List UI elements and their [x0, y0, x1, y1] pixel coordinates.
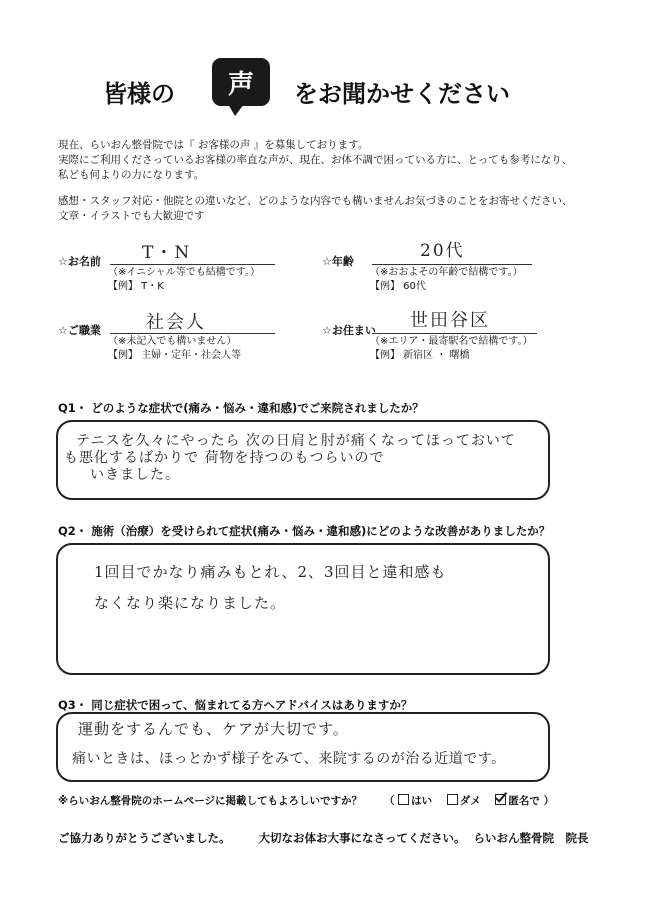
occupation-example: 【例】 主婦・定年・社会人等: [108, 350, 242, 361]
occupation-value: 社会人: [146, 312, 206, 333]
name-note: （※イニシャル等でも結構です。）: [108, 267, 260, 278]
consent-question: ※らいおん整骨院のホームページに掲載してもよろしいですか？: [58, 795, 362, 807]
age-underline: [372, 264, 532, 265]
speech-bubble-tail-icon: [228, 104, 244, 116]
intro-line-3: 私ども何よりの力になります。: [58, 169, 205, 181]
q1-answer-line-2: も悪化するばかりで 荷物を持つのもつらいので: [64, 450, 385, 466]
q3-answer-line-1: 運動をするんでも、ケアが大切です。: [78, 720, 349, 738]
intro-line-5: 文章・イラストでも大歓迎です: [58, 210, 205, 222]
q1-answer-line-1: テニスを久々にやったら 次の日肩と肘が痛くなってほっておいて: [76, 433, 516, 449]
q3-answer-line-2: 痛いときは、ほっとかず様子をみて、来院するのが治る近道です。: [72, 751, 506, 767]
residence-label: ☆お住まい: [322, 324, 376, 337]
occupation-underline: [110, 333, 275, 334]
voice-bubble-text: 声: [227, 69, 254, 100]
footer-wish: 大切なお体お大事になさってください。: [258, 831, 466, 845]
consent-yes-checkbox[interactable]: [398, 794, 409, 805]
occupation-label: ☆ご職業: [58, 324, 101, 337]
name-label: ☆お名前: [58, 255, 101, 268]
residence-value: 世田谷区: [410, 310, 490, 331]
name-example: 【例】 T・K: [108, 281, 164, 292]
intro-line-2: 実際にご利用くださっているお客様の率直な声が、現在、お体不調で困っている方に、とっても参考になり、: [58, 154, 573, 166]
consent-yes-label: はい: [411, 795, 433, 807]
age-label: ☆年齢: [322, 255, 354, 268]
intro-line-1: 現在、らいおん整骨院では『 お客様の声 』を募集しております。: [58, 139, 369, 151]
consent-options: [384, 793, 554, 808]
footer: [58, 830, 613, 846]
consent-no-label: ダメ: [459, 795, 481, 807]
q1-label: Q1・ どのような症状で(痛み・悩み・違和感)でご来院されましたか？: [58, 401, 424, 415]
consent-anonymous-checkbox[interactable]: [495, 794, 506, 805]
q2-label: Q2・ 施術（治療）を受けられて症状(痛み・悩み・違和感)にどのような改善がありましたか？: [58, 524, 551, 538]
age-note: （※おおよその年齢で結構です。）: [370, 267, 523, 278]
name-value: T・N: [142, 243, 192, 263]
consent-open-paren: （: [384, 795, 395, 807]
q2-answer-line-1: 1回目でかなり痛みもとれ、2、3回目と違和感も: [94, 563, 447, 581]
voice-bubble-badge: [212, 58, 270, 106]
intro-line-4: 感想・スタッフ対応・他院との違いなど、どのような内容でも構いませんお気づきのことをお寄せください、: [58, 195, 573, 207]
consent-anonymous-label: 匿名で: [508, 795, 540, 807]
name-underline: [110, 264, 275, 265]
footer-thanks: ご協力ありがとうございました。: [58, 831, 231, 845]
q1-answer-line-3: いきました。: [90, 467, 180, 483]
residence-underline: [372, 333, 537, 334]
residence-example: 【例】 新宿区 ・ 曙橋: [370, 350, 470, 361]
title-prefix: 皆様の: [103, 80, 175, 108]
consent-close-paren: ）: [543, 795, 555, 807]
occupation-note: （※未記入でも構いません）: [108, 336, 237, 347]
q2-answer-line-2: なくなり楽になりました。: [94, 594, 287, 612]
age-value: 20代: [420, 241, 465, 261]
q3-label: Q3・ 同じ症状で困って、悩まれてる方へアドバイスはありますか？: [58, 698, 413, 712]
age-example: 【例】 60代: [370, 281, 426, 292]
consent-no-checkbox[interactable]: [447, 794, 458, 805]
residence-note: （※エリア・最寄駅名で結構です。）: [370, 336, 533, 347]
footer-signature: らいおん整骨院 院長: [473, 831, 589, 845]
title-suffix: をお聞かせください: [294, 80, 510, 108]
